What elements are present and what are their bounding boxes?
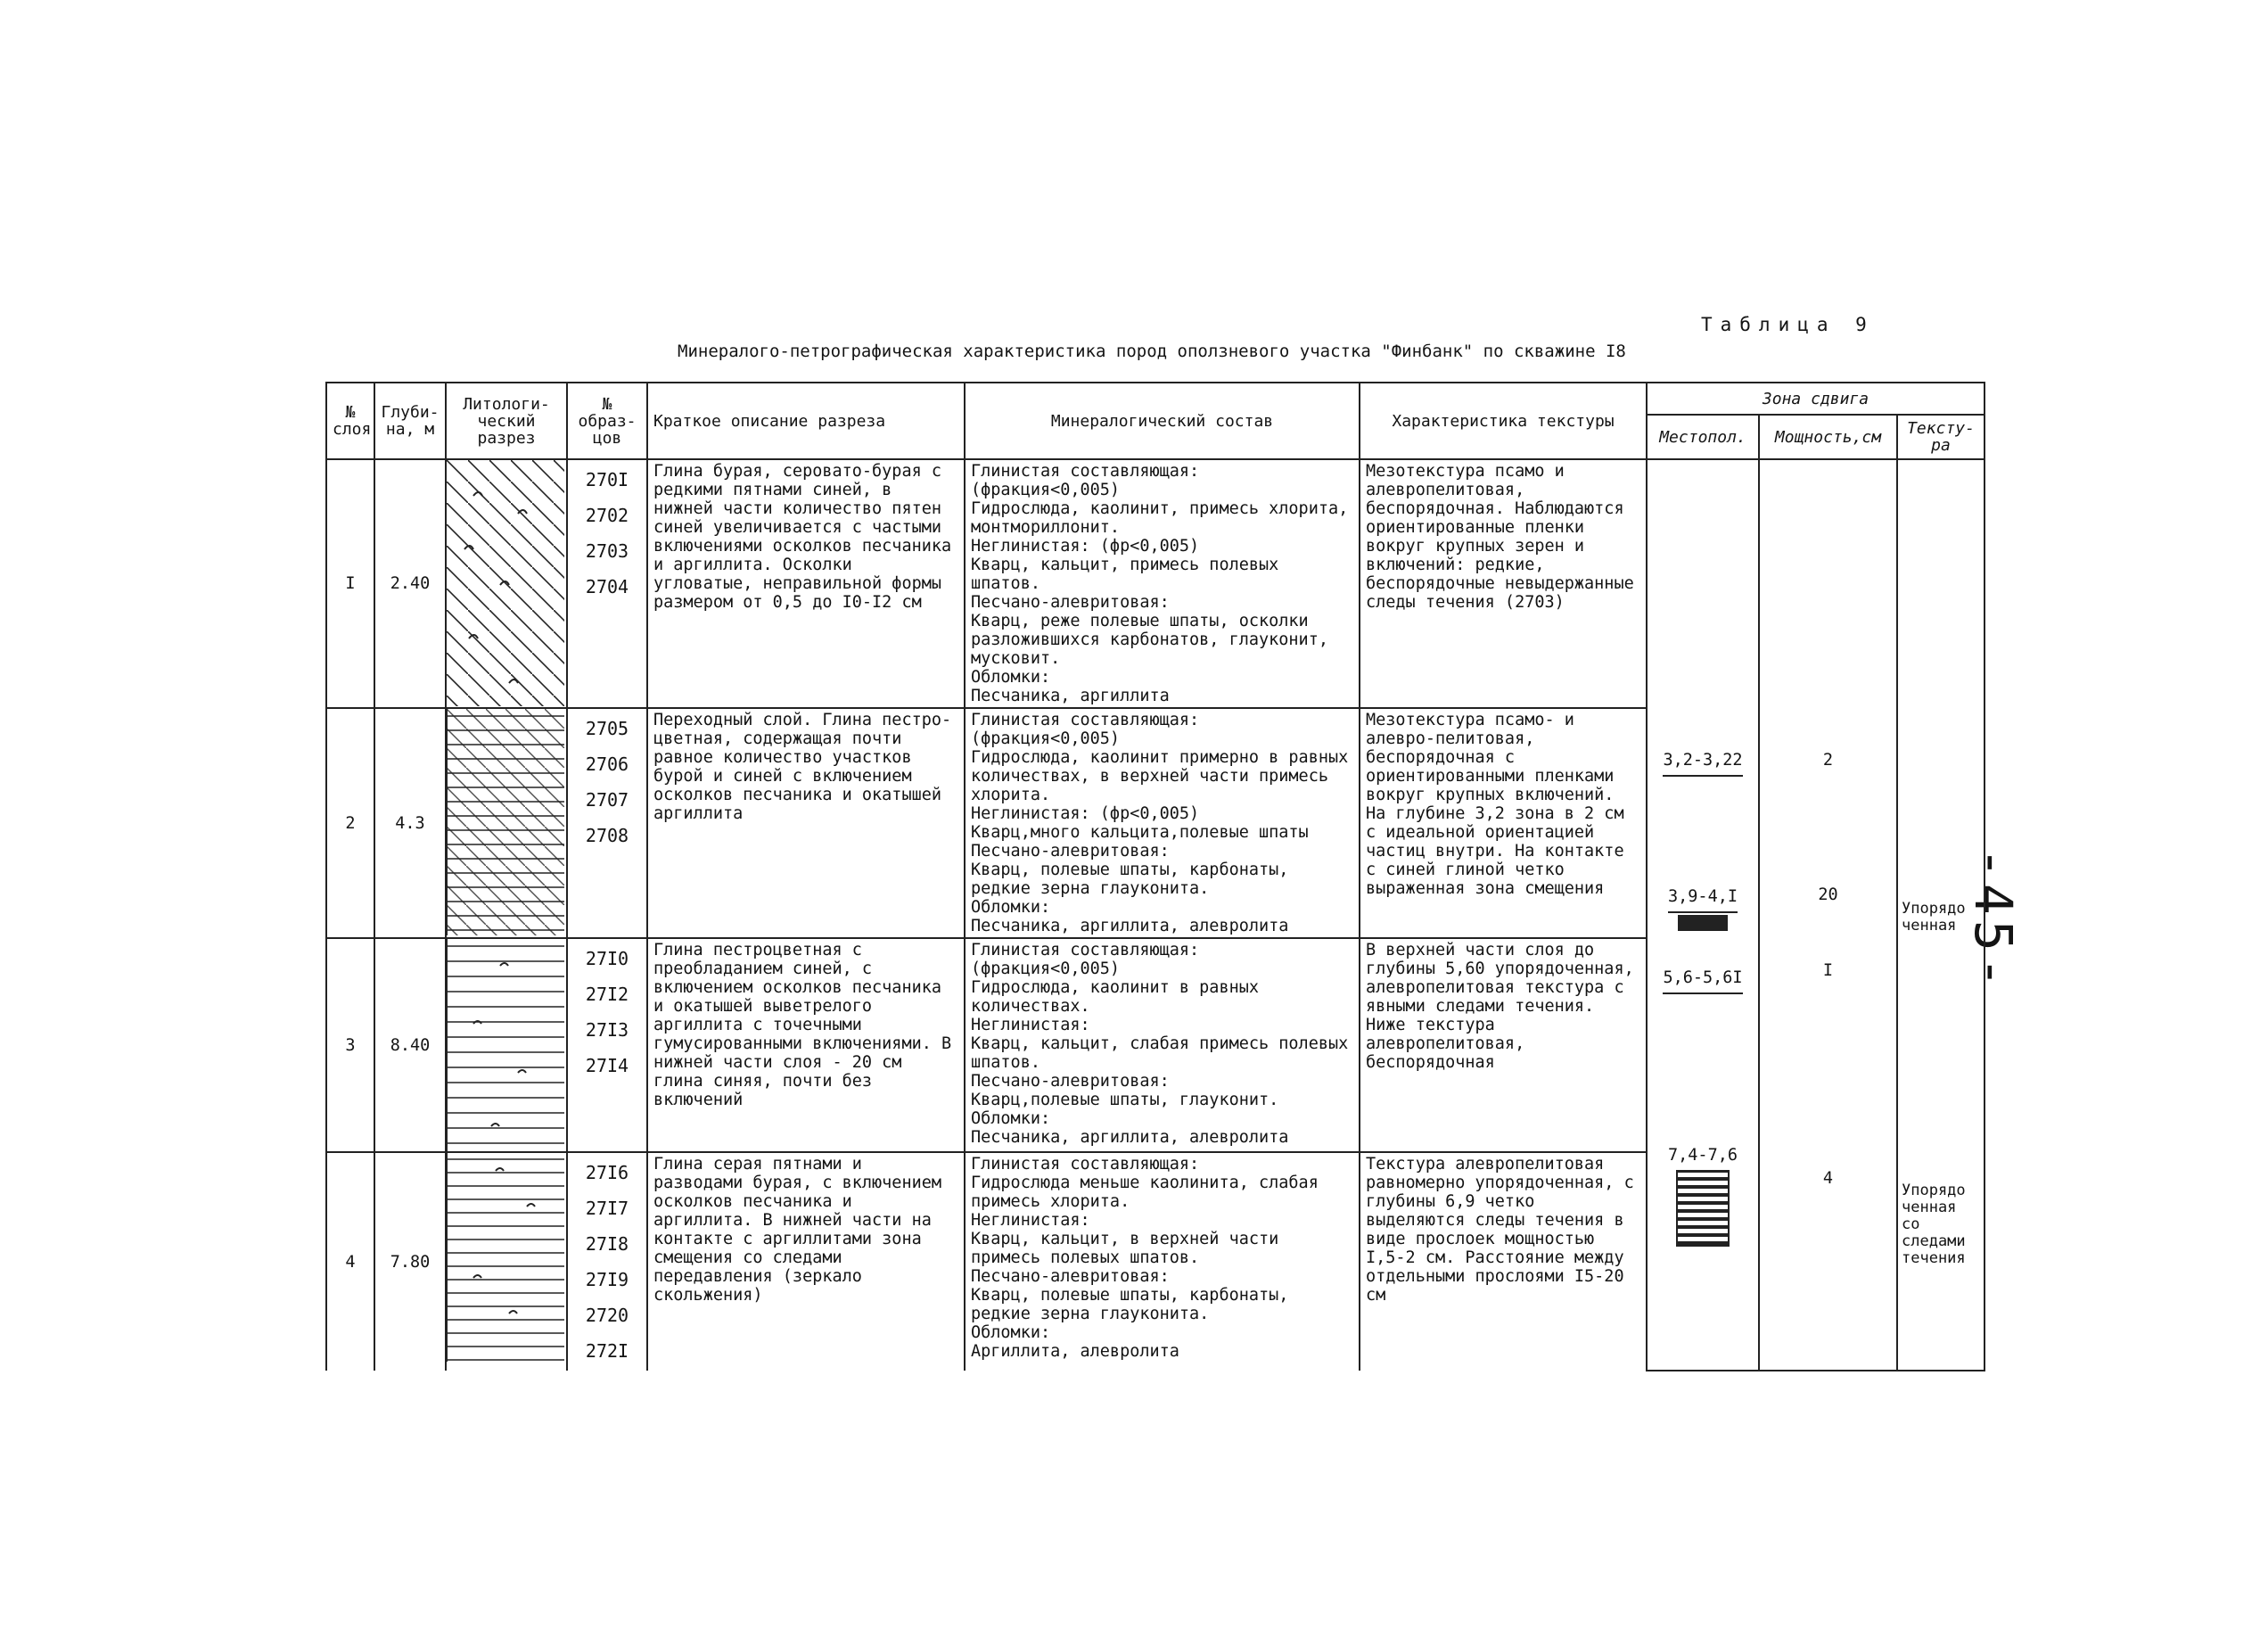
header-sample-no: № образ-цов: [567, 383, 647, 459]
sample-number: 27I0: [585, 948, 629, 969]
header-description: Краткое описание разреза: [647, 383, 965, 459]
header-mineral: Минералогический состав: [965, 383, 1360, 459]
texture-characteristic: Мезотекстура псамо- и алевро-пелитовая, беспорядочная с ориентированными пленками вокруг крупных включений. На глубине 3,2 зона в 2 см с идеальной ориентацией частиц внутри. На контакте с синей глиной четко выраженная зона смещения: [1360, 708, 1647, 938]
lithology-horizontal-hatch: [446, 938, 567, 1152]
mineral-composition: Глинистая составляющая: (фракция<0,005) Гидрослюда, каолинит в равных количествах. Неглинистая: Кварц, кальцит, слабая примесь полевых шпатов. Песчано-алевритовая: Кварц,полевые шпаты, глауконит. Обломки: Песчаника, аргиллита, алевролита: [965, 938, 1360, 1152]
sample-list: [567, 1152, 647, 1371]
shear-marker: [1678, 915, 1728, 931]
header-thickness: Мощность,см: [1759, 415, 1897, 459]
layer-number: 3: [326, 938, 374, 1152]
sample-number: 27I2: [585, 984, 629, 1005]
mineral-petrographic-table: [325, 382, 1985, 1371]
layer-depth: 7.80: [374, 1152, 446, 1371]
sample-number: 27I9: [585, 1269, 629, 1290]
sample-number: 2704: [585, 576, 629, 597]
lithology-diagonal-hatch: [446, 459, 567, 708]
layer-depth: 4.3: [374, 708, 446, 938]
sample-number: 2705: [585, 718, 629, 739]
header-layer-no: № слоя: [326, 383, 374, 459]
sample-number: 2703: [585, 540, 629, 562]
header-texture: Характеристика текстуры: [1360, 383, 1647, 459]
zone-location: 3,9-4,I: [1668, 887, 1738, 913]
sample-list: [567, 938, 647, 1152]
zone-texture: Упорядоченная со следами течения: [1902, 1182, 1966, 1267]
header-zone-texture: Тексту-ра: [1897, 415, 1984, 459]
table-label: Таблица 9: [1701, 314, 1875, 335]
sample-number: 270I: [585, 469, 629, 490]
mineral-composition: Глинистая составляющая: (фракция<0,005) Гидрослюда, каолинит примерно в равных количествах, в верхней части примесь хлорита. Неглинистая: (фр<0,005) Кварц,много кальцита,полевые шпаты Песчано-алевритовая: Кварц, полевые шпаты, карбонаты, редкие зерна глауконита. Обломки: Песчаника, аргиллита, алевролита: [965, 708, 1360, 938]
mineral-composition: Глинистая составляющая: (фракция<0,005) Гидрослюда, каолинит, примесь хлорита, монтмориллонит. Неглинистая: (фр<0,005) Кварц, кальцит, примесь полевых шпатов. Песчано-алевритовая: Кварц, реже полевые шпаты, осколки разложившихся карбонатов, глауконит, мусковит. Обломки: Песчаника, аргиллита: [965, 459, 1360, 708]
header-depth: Глуби-на, м: [374, 383, 446, 459]
layer-number: I: [326, 459, 374, 708]
section-description: Переходный слой. Глина пестро-цветная, содержащая почти равное количество участков бурой и синей с включением осколков песчаника и окатышей аргиллита: [647, 708, 965, 938]
header-shear-zone: Зона сдвига: [1647, 383, 1984, 415]
zone-location-column: [1647, 459, 1759, 1371]
zone-thickness: 2: [1822, 751, 1834, 770]
layer-depth: 2.40: [374, 459, 446, 708]
sample-number: 27I3: [585, 1019, 629, 1041]
sample-number: 2707: [585, 789, 629, 811]
section-description: Глина серая пятнами и разводами бурая, с включением осколков песчаника и аргиллита. В нижней части на контакте с аргиллитами зона смещения со следами передавления (зеркало скольжения): [647, 1152, 965, 1371]
sample-number: 272I: [585, 1340, 629, 1362]
header-lithology: Литологи-ческий разрез: [446, 383, 567, 459]
layer-number: 4: [326, 1152, 374, 1371]
sample-number: 2708: [585, 825, 629, 846]
sample-number: 27I8: [585, 1233, 629, 1255]
sample-number: 2702: [585, 505, 629, 526]
zone-thickness: 4: [1822, 1169, 1834, 1188]
zone-location: 3,2-3,22: [1663, 751, 1742, 777]
zone-thickness-column: [1759, 459, 1897, 1371]
lithology-horizontal-hatch: [446, 1152, 567, 1371]
sample-number: 2706: [585, 754, 629, 775]
zone-thickness: 20: [1818, 885, 1838, 904]
lithology-mixed-hatch: [446, 708, 567, 938]
header-location: Местопол.: [1647, 415, 1759, 459]
sample-number: 27I6: [585, 1162, 629, 1183]
texture-characteristic: В верхней части слоя до глубины 5,60 упорядоченная, алевропелитовая текстура с явными следами течения. Ниже текстура алевропелитовая, беспорядочная: [1360, 938, 1647, 1152]
layer-number: 2: [326, 708, 374, 938]
zone-location: 7,4-7,6: [1668, 1146, 1738, 1165]
zone-texture-column: [1897, 459, 1984, 1371]
layer-depth: 8.40: [374, 938, 446, 1152]
zone-texture: Упорядоченная: [1902, 900, 1966, 935]
shear-marker: [1676, 1170, 1730, 1247]
page-number: -45-: [1963, 847, 2024, 993]
table-row: [326, 459, 1984, 708]
sample-number: 27I7: [585, 1198, 629, 1219]
mineral-composition: Глинистая составляющая: Гидрослюда меньше каолинита, слабая примесь хлорита. Неглинистая: Кварц, кальцит, в верхней части примесь полевых шпатов. Песчано-алевритовая: Кварц, полевые шпаты, карбонаты, редкие зерна глауконита. Обломки: Аргиллита, алевролита: [965, 1152, 1360, 1371]
sample-number: 2720: [585, 1305, 629, 1326]
section-description: Глина бурая, серовато-бурая с редкими пятнами синей, в нижней части количество пятен синей увеличивается с частыми включениями осколков песчаника и аргиллита. Осколки угловатые, неправильной формы размером от 0,5 до I0-I2 см: [647, 459, 965, 708]
texture-characteristic: Текстура алевропелитовая равномерно упорядоченная, с глубины 6,9 четко выделяются следы течения в виде прослоек мощностью I,5-2 см. Расстояние между отдельными прослоями I5-20 см: [1360, 1152, 1647, 1371]
sample-list: [567, 708, 647, 938]
zone-thickness: I: [1822, 961, 1834, 980]
texture-characteristic: Мезотекстура псамо и алевропелитовая, беспорядочная. Наблюдаются ориентированные пленки вокруг крупных зерен и включений: редкие, беспорядочные невыдержанные следы течения (2703): [1360, 459, 1647, 708]
sample-number: 27I4: [585, 1055, 629, 1076]
table-title: Минералого-петрографическая характеристика пород оползневого участка "Финбанк" по скважине I8: [678, 342, 1626, 361]
sample-list: [567, 459, 647, 708]
section-description: Глина пестроцветная с преобладанием синей, с включением осколков песчаника и окатышей выветрелого аргиллита с точечными гумусированными включениями. В нижней части слоя - 20 см глина синяя, почти без включений: [647, 938, 965, 1152]
zone-location: 5,6-5,6I: [1663, 968, 1742, 994]
